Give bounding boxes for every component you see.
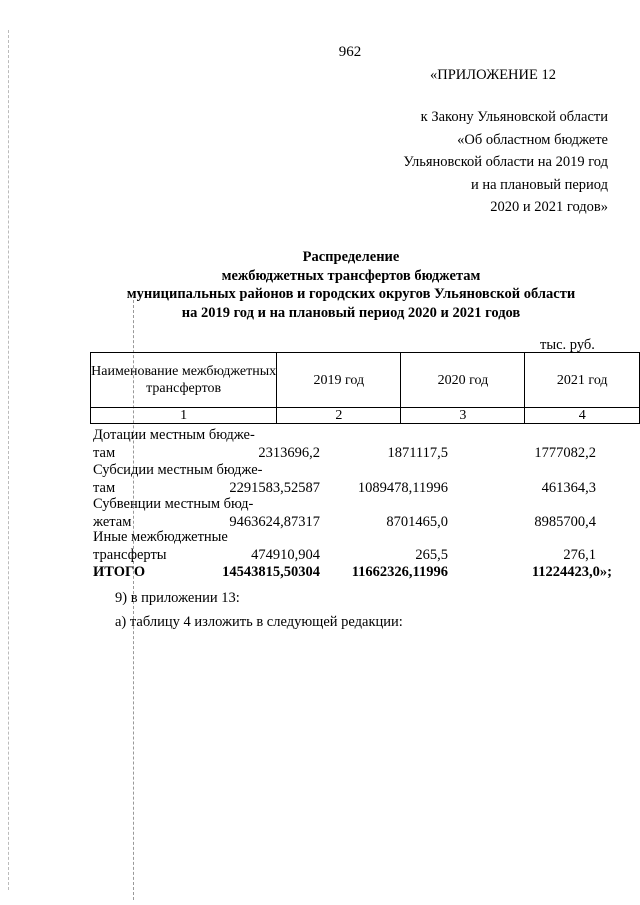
header-name: Наименование межбюджетных трансфертов	[91, 353, 277, 408]
value-2019: 474910,904	[251, 546, 320, 563]
total-2021: 11224423,0»;	[531, 564, 612, 580]
page-number: 962	[338, 44, 362, 60]
row-name: Субвенции местным бюд- жетам	[93, 496, 254, 530]
law-line: и на плановый период	[470, 176, 608, 193]
table-header-row	[91, 353, 640, 408]
total-label: ИТОГО	[93, 564, 146, 580]
heading-line: на 2019 год и на плановый период 2020 и 2021 годов	[181, 304, 521, 321]
scan-left-edge	[8, 30, 9, 890]
law-line: 2020 и 2021 годов»	[490, 199, 608, 215]
header-2020: 2020 год	[401, 353, 525, 408]
value-2021: 1777082,2	[534, 444, 596, 461]
value-2019: 2291583,52587	[229, 479, 320, 496]
column-number: 3	[401, 408, 525, 424]
value-2020: 8701465,0	[386, 513, 448, 530]
column-number: 1	[91, 408, 277, 424]
heading-line: межбюджетных трансфертов бюджетам	[221, 267, 481, 284]
heading-line: Распределение	[302, 249, 400, 265]
total-2019: 14543815,50304	[222, 564, 320, 580]
value-2019: 2313696,2	[258, 444, 320, 461]
appendix-title: «ПРИЛОЖЕНИЕ 12	[430, 67, 556, 83]
header-2019: 2019 год	[277, 353, 401, 408]
column-number: 2	[277, 408, 401, 424]
column-number-row	[91, 408, 640, 424]
row-name: Дотации местным бюдже- там	[93, 427, 255, 461]
header-2021: 2021 год	[525, 353, 640, 408]
value-2020: 1871117,5	[387, 444, 448, 461]
paragraph-item-a: а) таблицу 4 изложить в следующей редакции:	[115, 614, 403, 630]
column-number: 4	[525, 408, 640, 424]
value-2020: 1089478,11996	[357, 479, 448, 496]
document-heading	[60, 248, 640, 322]
row-name: Субсидии местным бюдже- там	[93, 462, 263, 496]
value-2021: 8985700,4	[534, 513, 596, 530]
law-reference	[360, 106, 608, 219]
law-line: «Об областном бюджете	[457, 131, 608, 148]
value-2019: 9463624,87317	[229, 513, 320, 530]
paragraph-item-9: 9) в приложении 13:	[115, 590, 240, 606]
value-2021: 276,1	[563, 546, 596, 563]
total-2020: 11662326,11996	[351, 564, 448, 580]
transfers-table-header	[90, 352, 640, 424]
heading-line: муниципальных районов и городских округов Ульяновской области	[126, 286, 576, 302]
row-name: Иные межбюджетные трансферты	[93, 529, 228, 563]
units-label: тыс. руб.	[540, 337, 595, 353]
law-line: к Закону Ульяновской области	[420, 109, 608, 125]
value-2021: 461364,3	[541, 479, 596, 496]
value-2020: 265,5	[415, 546, 448, 563]
law-line: Ульяновской области на 2019 год	[403, 154, 608, 170]
